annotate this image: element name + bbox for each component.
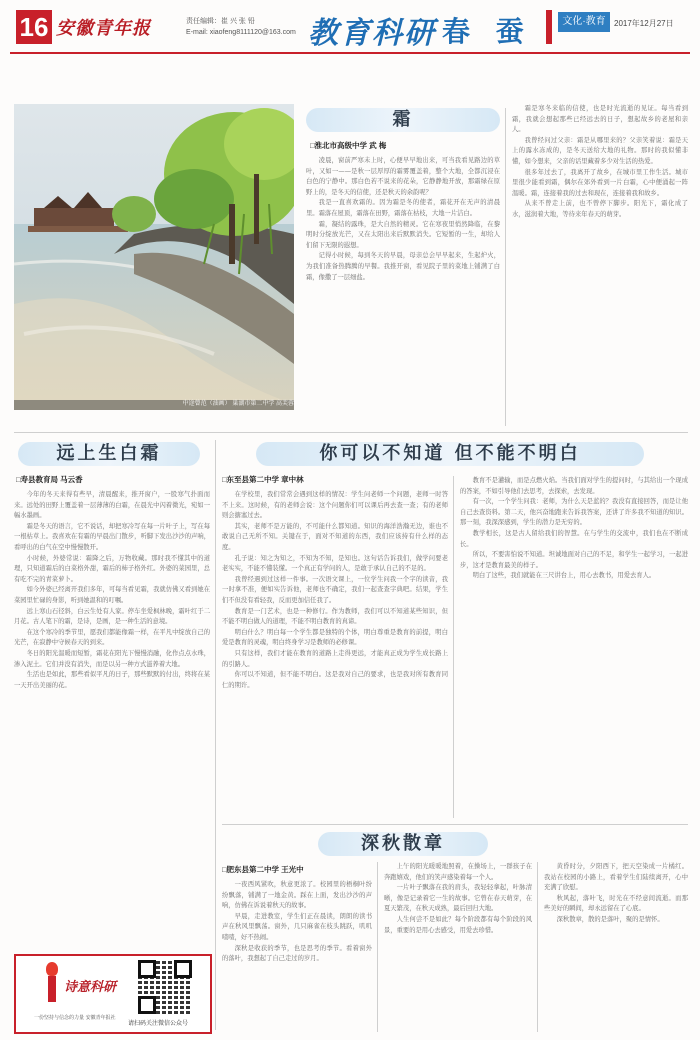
editor-email: E-mail: xiaofeng8111120@163.com	[186, 29, 296, 36]
photo-caption: 中途曾范（油画） 巢湖市第二中学 高芙蓉	[182, 401, 294, 407]
paragraph: 今年的冬天来得有些早，清晨醒来，推开窗户，一股寒气扑面而来。远处的田野上覆盖着一层薄薄的白霜，在晨光中闪着微光，宛如一幅水墨画。	[14, 491, 210, 520]
section-divider	[222, 824, 688, 825]
issue-date: 2017年12月27日	[614, 19, 674, 28]
column-subtitle: 春 蚕	[442, 15, 532, 48]
paragraph: 明白了这些，我们就能在三尺讲台上，用心去教书，用爱去育人。	[472, 572, 656, 580]
article-title-frost: 霜	[306, 108, 500, 132]
paragraph: 远上寒山石径斜，白云生处有人家。停车坐爱枫林晚，霜叶红于二月花。古人笔下的霜，是诗，是画，是一种生活的意境。	[14, 607, 210, 626]
column-divider	[215, 440, 216, 1030]
byline-autumn: □肥东县第二中学 王光中	[222, 865, 304, 874]
article-title-understand: 你可以不知道 但不能不明白	[256, 442, 644, 466]
paragraph: 霜是冬天的语言，它不说话，却把寒冷写在每一片叶子上，写在每一根枯草上。我喜欢在有霜的早晨出门散步，听脚下发出沙沙的声响，看呼出的白气在空中慢慢散开。	[14, 522, 210, 551]
newspaper-name: 安徽青年报	[56, 18, 151, 39]
column-divider	[537, 862, 538, 1032]
paragraph: 上午的阳光暖暖地照着，在操场上，一群孩子在奔跑嬉戏，他们的笑声感染着每一个人。	[384, 863, 532, 881]
paragraph: 孔子说：知之为知之，不知为不知，是知也。这句话告诉我们，做学问要老老实实，不能不懂装懂。一个真正有学问的人，是敢于承认自己的不足的。	[222, 554, 448, 573]
paragraph: 我曾经问过父亲：霜是从哪里来的？父亲笑着说：霜是天上的露水冻成的，是冬天送给大地的礼物。那时的我似懂非懂，如今想来，父亲的话里藏着多少对生活的热爱。	[512, 136, 688, 165]
header-accent-bar	[546, 10, 552, 44]
paragraph: 一片叶子飘落在我的肩头，我轻轻拿起，叶脉清晰，像是记录着它一生的故事。它曾在春天萌芽，在夏天繁茂，在秋天成熟，最后回归大地。	[384, 884, 532, 913]
paragraph: 记得小时候，每到冬天的早晨，母亲总会早早起来，生起炉火，为我们准备热腾腾的早餐。我推开窗，看见院子里的菜地上铺满了白霜，像撒了一层细盐。	[306, 252, 500, 281]
paragraph: 秋风起，落叶飞，时光在不经意间流逝。而那些美好的瞬间，却永远留在了心底。	[544, 894, 688, 913]
paragraph: 教育是一门艺术，也是一种修行。作为教师，我们可以不知道某些知识，但不能不明白做人的道理，不能不明白教育的真谛。	[222, 607, 448, 626]
editor-line: 责任编辑：崔 兴 张 铅	[186, 18, 255, 25]
column-divider	[453, 476, 454, 818]
article-body-frost	[306, 156, 500, 426]
paragraph: 我是一直喜欢霜的。因为霜是冬的使者，霜花开在无声的清晨里。霜落在屋顶，霜落在田野，霜落在枯枝，大地一片洁白。	[306, 199, 500, 217]
article-body-white-frost	[14, 490, 210, 946]
paragraph: 深秋散章，散的是落叶，聚的是情怀。	[556, 915, 664, 923]
qr-corner	[174, 960, 192, 978]
paragraph: 只有这样，我们才能在教育的道路上走得更远，才能真正成为学生成长路上的引路人。	[222, 649, 448, 668]
paragraph: 从来不曾走上前，也不曾停下脚步。阳光下，霜化成了水，滋润着大地，等待来年春天的萌芽。	[512, 200, 688, 218]
section-badge: 文化·教育	[558, 12, 610, 32]
flame-icon	[46, 962, 58, 976]
article-body-frost-cont	[512, 104, 688, 426]
paragraph: 早晨，走进教室，学生们正在晨读，朗朗的读书声在秋风里飘荡。窗外，几只麻雀在枝头跳跃，叽叽喳喳，好不热闹。	[222, 912, 372, 941]
qr-corner	[138, 960, 156, 978]
editor-info	[186, 16, 296, 38]
byline-white-frost: □寿县教育局 马云香	[16, 475, 83, 484]
paragraph: 我曾经遇到过这样一件事。一次语文课上，一位学生问我一个字的读音，我一时拿不准，便如实告诉他，老师也不确定，我们一起查查字典吧。结果，学生们不但没有看轻我，反而更加信任我了。	[222, 575, 448, 604]
article-title-autumn: 深秋散章	[318, 832, 488, 856]
column-title: 教育科研	[308, 16, 436, 51]
paragraph: 教学相长，这是古人留给我们的智慧。在与学生的交流中，我们也在不断成长。	[460, 529, 688, 548]
column-divider	[505, 108, 506, 426]
paragraph: 冬日的阳光温暖而短暂，霜花在阳光下慢慢消融，化作点点水珠，渗入泥土。它们并没有消失，而是以另一种方式滋养着大地。	[14, 649, 210, 668]
paragraph: 有一次，一个学生问我：老师，为什么天是蓝的？我没有直接回答，而是让他自己去查资料。第二天，他兴奋地跑来告诉我答案，还讲了许多我不知道的知识。那一刻，我深深感到，学生的潜力是无穷的。	[460, 498, 688, 527]
paragraph: 小时候，外婆常说：霜降之后，万物收藏。那时我不懂其中的道理，只知道霜后的白菜格外甜，霜后的柿子格外红。外婆的菜园里，总有吃不完的青菜萝卜。	[14, 554, 210, 583]
paragraph: 黄昏时分，夕阳西下，把天空染成一片橘红。我站在校园的小路上，看着学生们陆续离开，心中充满了欣慰。	[544, 863, 688, 892]
article-title-white-frost: 远上生白霜	[18, 442, 200, 466]
paragraph: 在学校里，我们常常会遇到这样的情况：学生问老师一个问题，老师一时答不上来。这时候，有的老师会说：这个问题你们可以课后再去查一查；有的老师则会搪塞过去。	[222, 491, 448, 520]
paragraph: 其实，老师不是万能的，不可能什么都知道。知识的海洋浩瀚无边，谁也不敢说自己无所不知。关键在于，面对不知道的东西，我们应该持有什么样的态度。	[222, 522, 448, 551]
article-body-autumn	[222, 880, 372, 1032]
paragraph: 如今外婆已经离开我们多年，可每当看见霜，我就仿佛又看到她在菜园里忙碌的身影，听到她温和的叮嘱。	[14, 586, 210, 604]
column-divider	[377, 862, 378, 1032]
advert-logo: 诗意科研	[64, 980, 117, 995]
candle-icon	[48, 976, 56, 1002]
paragraph: 霜，凝结的露珠，是大自然的精灵。它在寒夜里悄然降临，在黎明时分绽放光芒，又在太阳出来后默默消失。它短暂的一生，却给人们留下无限的遐想。	[306, 220, 500, 249]
qr-caption: 请扫码关注微信公众号	[128, 1021, 189, 1027]
byline-understand: □东至县第二中学 章中林	[222, 475, 304, 484]
page-header	[10, 8, 690, 54]
article-body-autumn-right	[544, 862, 688, 1032]
paragraph: 在这个寒冷的季节里，愿我们都能像霜一样，在平凡中绽放自己的光芒，在寂静中守候春天的到来。	[14, 628, 210, 647]
paragraph: 所以，不要害怕说不知道。坦诚地面对自己的不足，和学生一起学习，一起进步，这才是教育最美的样子。	[460, 551, 688, 569]
article-body-autumn-mid	[384, 862, 532, 1032]
paragraph: 明白什么？明白每一个学生都是独特的个体，明白尊重是教育的前提，明白爱是教育的灵魂，明白终身学习是教师的必修课。	[222, 628, 448, 647]
paragraph: 人生何尝不是如此？每个阶段都有每个阶段的风景，重要的是用心去感受，用爱去珍惜。	[384, 915, 532, 934]
article-body-understand-cont	[460, 476, 688, 818]
advert-slogan: 一份坚持与信念的力量 安徽青年报社	[34, 1015, 116, 1021]
paragraph: 很多年过去了，我离开了故乡，在城市里工作生活。城市里很少能看到霜，偶尔在郊外看到一片白霜，心中便涌起一阵温暖。霜，连接着我的过去和现在，连接着我和故乡。	[512, 168, 688, 197]
paragraph: 凌晨，窗前严寒未上时，心便早早地出来，可当我看见路边的草叶，又如一——是秋一层厚厚的霜雾覆盖着，整个大地，全都沉浸在白色的宁静中。那白色若不说来的花朵，它静静地开放，那霜绿在原野上的，是冬天的信使，还是秋天的余韵呢？	[306, 157, 500, 196]
byline-frost: □淮北市高级中学 武 梅	[310, 141, 387, 150]
section-divider	[14, 432, 688, 433]
qr-corner	[138, 996, 156, 1014]
oil-painting-image	[14, 104, 294, 410]
paragraph: 你可以不知道，但不能不明白。这是我对自己的要求，也是我对所有教育同仁的期许。	[222, 671, 448, 689]
advert-box	[14, 954, 212, 1034]
article-body-understand	[222, 490, 448, 818]
paragraph: 一夜西风紧吹，秋意更浓了。校园里的梧桐叶纷纷飘落，铺满了一地金黄。踩在上面，发出沙沙的声响，仿佛在诉说着秋天的故事。	[222, 881, 372, 910]
paragraph: 教育不是灌输，而是点燃火焰。当我们面对学生的提问时，与其给出一个现成的答案，不如引导他们去思考，去探索，去发现。	[460, 477, 688, 495]
page-number: 16	[16, 10, 52, 44]
paragraph: 深秋是收获的季节，也是思考的季节。看着窗外的落叶，我想起了自己走过的岁月。	[222, 944, 372, 963]
paragraph: 霜是寒冬来临的信使，也是时光流逝的见证。每当看到霜，我就会想起那些已经远去的日子，想起故乡的老屋和亲人。	[512, 105, 688, 134]
header-rule	[10, 52, 690, 54]
paragraph: 生活也是如此，那些看似平凡的日子，那些默默的付出，终将在某一天开出美丽的花。	[14, 671, 210, 689]
